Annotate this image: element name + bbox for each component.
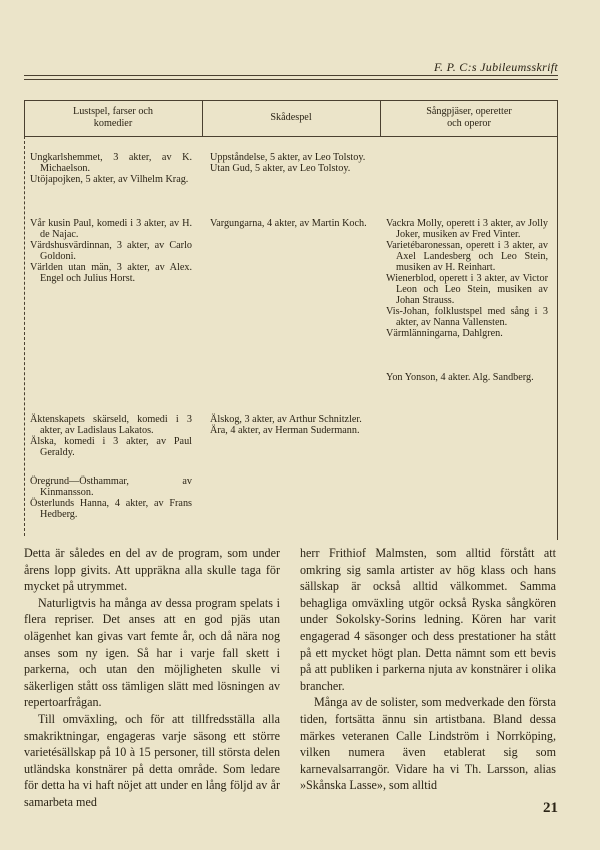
column-header-lustspel: Lustspel, farser och komedier xyxy=(72,106,154,129)
paragraph: Naturligtvis ha många av dessa program spelats i flera repriser. Det anses att en god pjäs utan olägenhet kan givas vart femte år, och då nära nog anses som ny igen. Så har i varje fall skett i parkerna, och utan den möjligheten skulle vi säkerligen stått oss tämligen slätt med lösningen av repertoarfrågan. xyxy=(24,595,280,710)
body-column-left xyxy=(24,545,280,811)
group-y-sangpjaser xyxy=(386,372,548,383)
list-item: Vackra Molly, operett i 3 akter, av Jolly Joker, musiken av Fred Vinter. xyxy=(386,218,548,240)
list-item: Wienerblod, operett i 3 akter, av Victor Leon och Leo Stein, musiken av Johan Strauss. xyxy=(386,273,548,306)
header-rule-double xyxy=(24,79,558,80)
group-u-lustspel xyxy=(30,152,192,185)
list-item: Äktenskapets skärseld, komedi i 3 akter, av Ladislaus Lakatos. xyxy=(30,414,192,436)
list-item: Världen utan män, 3 akter, av Alex. Engel och Julius Horst. xyxy=(30,262,192,284)
group-u-skadespel xyxy=(210,152,372,174)
list-item: Vargungarna, 4 akter, av Martin Koch. xyxy=(210,218,367,229)
list-item: Ungkarlshemmet, 3 akter, av K. Michaelson. xyxy=(30,152,192,174)
group-oe-lustspel xyxy=(30,476,192,520)
table-right-border xyxy=(557,100,558,540)
list-item: Älska, komedi i 3 akter, av Paul Geraldy. xyxy=(30,436,192,458)
group-v-sangpjaser xyxy=(386,218,548,339)
list-item: Älskog, 3 akter, av Arthur Schnitzler. xyxy=(210,414,362,425)
column-header-sangpjaser: Sångpjäser, operetter och operor xyxy=(426,106,512,129)
group-v-skadespel xyxy=(210,218,372,229)
list-item: Öregrund—Östhammar, av Kinmansson. xyxy=(30,476,192,498)
body-column-right xyxy=(300,545,556,794)
repertoire-table xyxy=(24,100,558,540)
page-number: 21 xyxy=(543,800,558,816)
list-item: Vår kusin Paul, komedi i 3 akter, av H. de Najac. xyxy=(30,218,192,240)
list-item: Uppståndelse, 5 akter, av Leo Tolstoy. xyxy=(210,152,366,163)
column-header-skadespel: Skådespel xyxy=(270,112,312,123)
list-item: Värdshusvärdinnan, 3 akter, av Carlo Goldoni. xyxy=(30,240,192,262)
running-header xyxy=(24,60,558,80)
header-title: F. P. C:s Jubileumsskrift xyxy=(433,60,558,74)
header-rule xyxy=(24,75,558,76)
list-item: Värmlänningarna, Dahlgren. xyxy=(386,328,503,339)
list-item: Yon Yonson, 4 akter. Alg. Sandberg. xyxy=(386,372,534,383)
group-ae-skadespel xyxy=(210,414,372,436)
table-left-edge xyxy=(24,136,25,536)
list-item: Varietébaronessan, operett i 3 akter, av Axel Landesberg och Leo Stein, musiken av H. Reinhart. xyxy=(386,240,548,273)
list-item: Utöjapojken, 5 akter, av Vilhelm Krag. xyxy=(30,174,189,185)
paragraph: Många av de solister, som medverkade den första tiden, fortsätta ännu sin artistbana. Bland dessa märkes veteranen Calle Lindström i Norrköping, vilken numera även etablerat sig som karnevalsarrangör. Vidare ha vi Th. Larsson, alias »Skånska Lasse», som alltid xyxy=(300,695,556,793)
table-header-rule xyxy=(24,136,558,137)
group-v-lustspel xyxy=(30,218,192,284)
paragraph: Till omväxling, och för att tillfredsställa alla smakriktningar, engageras varje säsong ett större varietésällskap på 10 à 15 personer, till största delen utländska konstnärer på detta område. Som ledare för detta ha vi haft nöjet att under en lång följd av år samarbeta med xyxy=(24,711,280,809)
list-item: Österlunds Hanna, 4 akter, av Frans Hedberg. xyxy=(30,498,192,520)
paragraph: Detta är således en del av de program, som under årens lopp givits. Att uppräkna alla skulle taga för mycket på utrymmet. xyxy=(24,546,280,594)
list-item: Vis-Johan, folklustspel med sång i 3 akter, av Nanna Vallensten. xyxy=(386,306,548,328)
list-item: Ära, 4 akter, av Herman Sudermann. xyxy=(210,425,360,436)
list-item: Utan Gud, 5 akter, av Leo Tolstoy. xyxy=(210,163,351,174)
group-ae-lustspel xyxy=(30,414,192,458)
paragraph: herr Frithiof Malmsten, som alltid förstått att omkring sig samla artister av hög klass och hans sällskap är också alltid välkommet. Samma behagliga omväxling utgör också Ryska sångkören under Sokolsky-Sorins ledning. Kören har varit engagerad 4 säsonger och dess prestationer ha stått på ett mycket högt plan. Detta nämnt som ett bevis på att publiken i parkerna njuta av konstnärer i olika brancher. xyxy=(300,546,556,693)
table-top-rule xyxy=(24,100,558,101)
